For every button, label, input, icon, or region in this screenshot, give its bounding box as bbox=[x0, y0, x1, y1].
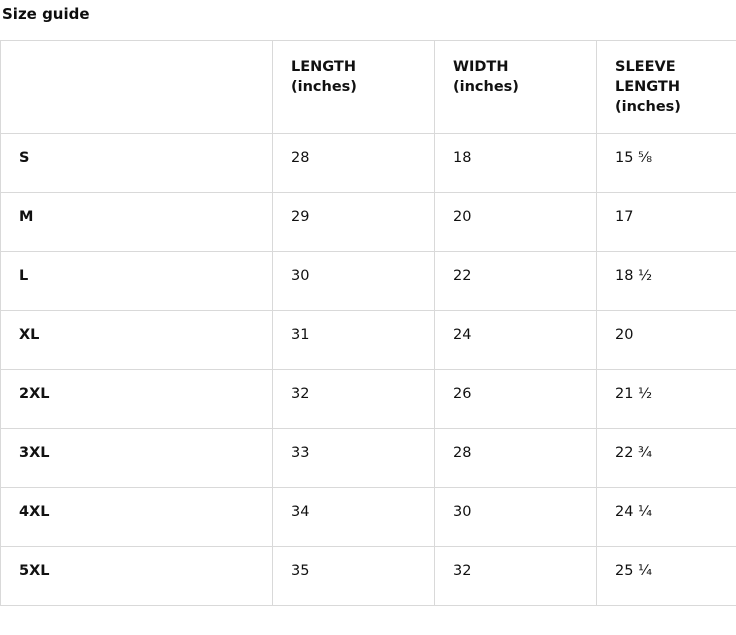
table-body bbox=[1, 134, 736, 606]
cell-length: 32 bbox=[273, 370, 435, 429]
header-cell-sleeve-length bbox=[597, 41, 736, 134]
table-row bbox=[1, 252, 736, 311]
table-row bbox=[1, 370, 736, 429]
cell-width: 32 bbox=[435, 547, 597, 606]
cell-sleeve-length: 15 ⅝ bbox=[597, 134, 736, 193]
cell-length: 30 bbox=[273, 252, 435, 311]
header-cell-length bbox=[273, 41, 435, 134]
cell-width: 28 bbox=[435, 429, 597, 488]
table-row bbox=[1, 193, 736, 252]
cell-width: 18 bbox=[435, 134, 597, 193]
cell-size: 3XL bbox=[1, 429, 273, 488]
cell-width: 22 bbox=[435, 252, 597, 311]
cell-sleeve-length: 17 bbox=[597, 193, 736, 252]
page-title: Size guide bbox=[2, 5, 90, 23]
cell-sleeve-length: 18 ½ bbox=[597, 252, 736, 311]
table-header bbox=[1, 41, 736, 134]
cell-size: M bbox=[1, 193, 273, 252]
header-line: (inches) bbox=[291, 79, 357, 95]
cell-size: L bbox=[1, 252, 273, 311]
table-row bbox=[1, 311, 736, 370]
header-line: (inches) bbox=[453, 79, 519, 95]
cell-sleeve-length: 25 ¼ bbox=[597, 547, 736, 606]
cell-size: S bbox=[1, 134, 273, 193]
cell-length: 34 bbox=[273, 488, 435, 547]
table-row bbox=[1, 488, 736, 547]
cell-width: 24 bbox=[435, 311, 597, 370]
header-line: WIDTH bbox=[453, 59, 509, 75]
cell-sleeve-length: 20 bbox=[597, 311, 736, 370]
cell-size: 5XL bbox=[1, 547, 273, 606]
header-line: SLEEVE bbox=[615, 59, 676, 75]
table-row bbox=[1, 429, 736, 488]
table-row bbox=[1, 547, 736, 606]
cell-width: 20 bbox=[435, 193, 597, 252]
header-cell-width bbox=[435, 41, 597, 134]
cell-sleeve-length: 24 ¼ bbox=[597, 488, 736, 547]
cell-size: XL bbox=[1, 311, 273, 370]
table-header-row bbox=[1, 41, 736, 134]
cell-length: 28 bbox=[273, 134, 435, 193]
cell-length: 31 bbox=[273, 311, 435, 370]
table-row bbox=[1, 134, 736, 193]
cell-size: 2XL bbox=[1, 370, 273, 429]
cell-length: 33 bbox=[273, 429, 435, 488]
cell-length: 29 bbox=[273, 193, 435, 252]
header-line: LENGTH bbox=[291, 59, 356, 75]
size-guide-table bbox=[0, 40, 736, 606]
cell-length: 35 bbox=[273, 547, 435, 606]
cell-sleeve-length: 22 ¾ bbox=[597, 429, 736, 488]
header-line: LENGTH bbox=[615, 79, 680, 95]
cell-size: 4XL bbox=[1, 488, 273, 547]
cell-sleeve-length: 21 ½ bbox=[597, 370, 736, 429]
header-line: (inches) bbox=[615, 99, 681, 115]
header-cell-size bbox=[1, 41, 273, 134]
cell-width: 30 bbox=[435, 488, 597, 547]
cell-width: 26 bbox=[435, 370, 597, 429]
